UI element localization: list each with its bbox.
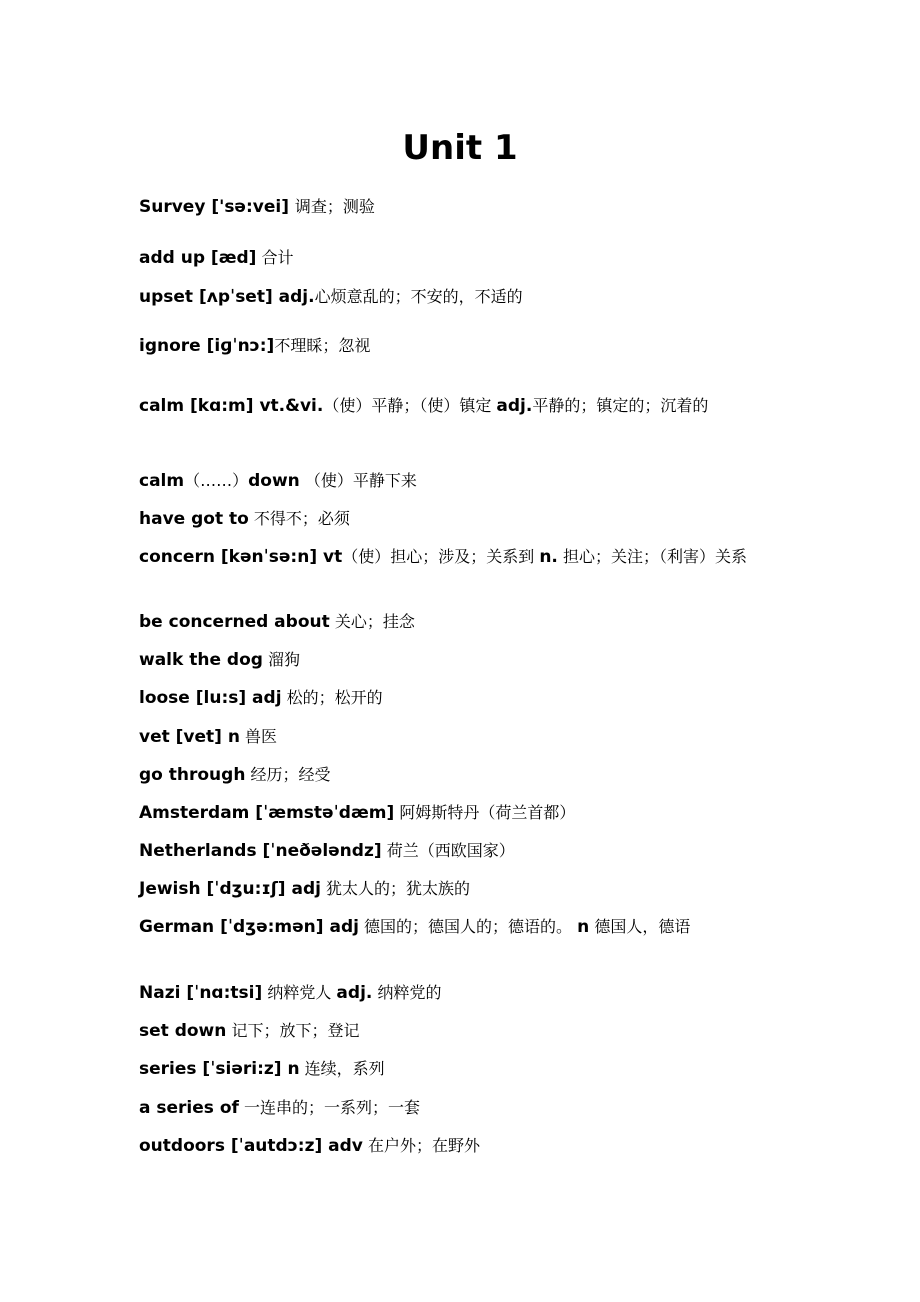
vocab-term: ignore [iɡˈnɔ:] <box>139 336 275 356</box>
vocab-definition: 纳粹党人 <box>262 983 337 1002</box>
vocab-entry <box>139 608 784 636</box>
vocab-term: n <box>577 917 590 937</box>
vocab-term: have got to <box>139 509 249 529</box>
vocab-entry <box>139 332 784 360</box>
vocab-term: calm <box>139 471 185 491</box>
vocab-definition: （使）担心；涉及；关系到 <box>342 547 540 566</box>
vocab-term: add up [æd] <box>139 248 257 268</box>
vocab-entry <box>139 1017 784 1045</box>
vocab-definition: （使）平静；（使）镇定 <box>323 396 497 415</box>
vocab-entry <box>139 467 784 495</box>
vocab-definition: 担心；关注；（利害）关系 <box>557 547 747 566</box>
vocab-definition: 平静的；镇定的；沉着的 <box>532 396 709 415</box>
vocab-definition: 德国人，德语 <box>589 917 691 936</box>
vocab-term: walk the dog <box>139 650 263 670</box>
vocab-definition: 荷兰（西欧国家） <box>381 841 515 860</box>
vocab-term: adj. <box>336 983 373 1003</box>
vocab-entry <box>139 543 784 571</box>
vocab-definition: 纳粹党的 <box>372 983 442 1002</box>
vocab-entry <box>139 799 784 827</box>
vocab-definition: 不理睬；忽视 <box>274 336 371 355</box>
vocab-term: loose [lu:s] adj <box>139 688 282 708</box>
vocab-entry <box>139 837 784 865</box>
vocab-definition: 关心；挂念 <box>329 612 415 631</box>
vocab-term: adj. <box>496 396 533 416</box>
vocab-definition: 记下；放下；登记 <box>226 1021 360 1040</box>
vocab-term: Netherlands [ˈneðələndz] <box>139 841 382 861</box>
vocab-entry <box>139 392 784 420</box>
vocab-definition: 在户外；在野外 <box>362 1136 480 1155</box>
vocab-definition: 经历；经受 <box>245 765 331 784</box>
vocab-definition: 兽医 <box>239 727 278 746</box>
vocab-definition: 德国的；德国人的；德语的。 <box>358 917 578 936</box>
vocab-term: Amsterdam [ˈæmstəˈdæm] <box>139 803 395 823</box>
vocab-term: Survey ['sə:vei] <box>139 197 295 217</box>
vocab-entry <box>139 761 784 789</box>
vocab-term: concern [kənˈsə:n] vt <box>139 547 343 567</box>
vocab-definition: 合计 <box>256 248 294 267</box>
vocab-term: Jewish [ˈdʒu:ɪʃ] adj <box>139 879 321 899</box>
vocab-entry <box>139 1055 784 1083</box>
vocab-term: German [ˈdʒə:mən] adj <box>139 917 359 937</box>
vocab-entry <box>139 684 784 712</box>
vocab-entry <box>139 875 784 903</box>
vocab-term: be concerned about <box>139 612 330 632</box>
vocab-term: set down <box>139 1021 227 1041</box>
vocab-definition: 连续，系列 <box>299 1059 385 1078</box>
vocab-term: calm [kɑ:m] vt.&vi. <box>139 396 324 416</box>
vocab-definition: 松的；松开的 <box>281 688 383 707</box>
vocab-term: go through <box>139 765 246 785</box>
vocab-definition: 犹太人的；犹太族的 <box>320 879 471 898</box>
vocab-definition: 调查；测验 <box>294 197 375 216</box>
vocab-term: n. <box>539 547 558 567</box>
vocab-entry <box>139 505 784 533</box>
vocab-entry <box>139 646 784 674</box>
vocab-term: down <box>248 471 300 491</box>
vocab-definition: 心烦意乱的；不安的，不适的 <box>314 287 523 306</box>
vocab-term: Nazi [ˈnɑ:tsi] <box>139 983 263 1003</box>
vocab-entry <box>139 283 784 311</box>
vocab-entry <box>139 193 784 221</box>
vocab-entry <box>139 1094 784 1122</box>
vocab-definition: 不得不；必须 <box>248 509 350 528</box>
vocab-entry <box>139 979 784 1007</box>
vocab-definition: 阿姆斯特丹（荷兰首都） <box>394 803 576 822</box>
page-title: Unit 1 <box>402 128 518 168</box>
vocab-entry <box>139 913 784 941</box>
vocab-term: outdoors [ˈautdɔ:z] adv <box>139 1136 363 1156</box>
vocab-definition: （……） <box>184 471 249 490</box>
vocab-definition: 一连串的；一系列；一套 <box>238 1098 420 1117</box>
vocab-entry <box>139 1132 784 1160</box>
vocab-term: series [ˈsiəri:z] n <box>139 1059 300 1079</box>
vocab-entry <box>139 244 784 272</box>
vocab-definition: 溜狗 <box>262 650 301 669</box>
vocab-entry <box>139 723 784 751</box>
vocab-term: a series of <box>139 1098 239 1118</box>
vocab-definition: （使）平静下来 <box>299 471 417 490</box>
vocab-term: upset [ʌpˈset] adj. <box>139 287 315 307</box>
vocab-term: vet [vet] n <box>139 727 240 747</box>
